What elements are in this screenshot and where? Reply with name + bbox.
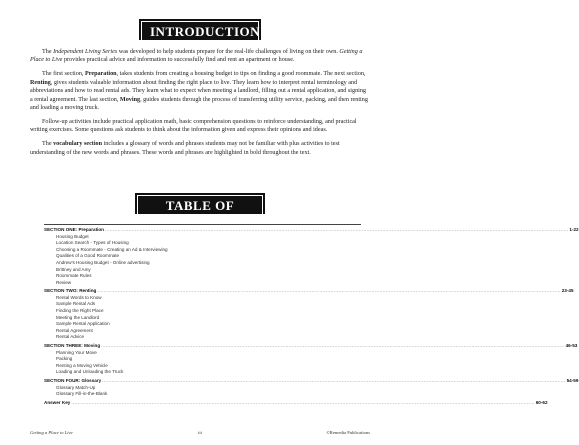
toc-item: Planning Your Move — [56, 349, 97, 355]
table-of-contents-heading: TABLE OF CONTENT — [137, 195, 263, 231]
toc-sections — [44, 227, 579, 406]
text-span: The — [42, 141, 54, 148]
keyword: Renting — [30, 79, 51, 86]
text-span: The — [42, 49, 54, 55]
toc-item: Meeting the Landlord — [56, 314, 100, 320]
toc-section — [44, 227, 579, 286]
toc-item: Packing — [56, 356, 73, 362]
toc-leader-dots: ...................................................................................................................................................................................................................................................................................................... — [101, 342, 565, 348]
toc-item: Renting a Moving Vehicle — [56, 362, 108, 368]
text-span: The first section, — [42, 71, 85, 78]
toc-item: Rental Advice — [56, 334, 85, 340]
footer-book-title: Getting a Place to Live — [30, 430, 73, 435]
text-span: , takes students from creating a housing budget to tips on finding a good roommate. The next section, — [116, 71, 366, 78]
toc-section — [44, 377, 579, 398]
toc-section-row — [44, 288, 574, 295]
table-of-contents-banner — [135, 193, 265, 228]
keyword: Moving — [119, 96, 141, 103]
toc-section-pages: 1-22 — [569, 227, 579, 233]
footer-copyright: ©Remedia Publications — [326, 430, 370, 435]
toc-item: Finding the Right Place — [56, 308, 104, 314]
toc-item: Choosing a Roommate - Creating an Ad & Interviewing — [56, 246, 168, 252]
toc-item: Sample Rental Ads — [56, 301, 96, 307]
table-of-contents — [44, 224, 579, 406]
toc-item: Rental Words to Know — [56, 294, 102, 300]
toc-section-row — [44, 399, 548, 407]
toc-section-title: SECTION FOUR: Glossary — [44, 377, 102, 383]
toc-section-pages: 54-59 — [566, 377, 579, 383]
introduction-heading: INTRODUCTION — [141, 21, 259, 42]
footer-page-number: iii — [198, 430, 202, 435]
toc-leader-dots: ...................................................................................................................................................................................................................................................................................................... — [102, 377, 566, 383]
toc-item: Glossary Fill-in-the-Blank — [56, 391, 108, 397]
toc-section-pages: 46-53 — [565, 342, 578, 348]
toc-leader-dots: ...................................................................................................................................................................................................................................................................................................... — [97, 288, 561, 294]
text-span: , gives students valuable information about finding the right place to live. They learn how to interpret rental terminology and abbreviations and how to read rental ads. They learn what to expect when meeting a landlord, filling out a rental application, and signing a rental agreement. The last section, — [30, 79, 366, 103]
book-title: Getting a Place to Live — [30, 49, 363, 64]
toc-item: Loading and Unloading the Truck — [56, 369, 124, 375]
introduction-text — [30, 48, 370, 163]
toc-section-title: SECTION THREE: Moving — [44, 342, 101, 348]
toc-item: Qualities of a Good Roommate — [56, 253, 120, 259]
toc-section-title: SECTION ONE: Preparation — [44, 227, 104, 233]
toc-section-row — [44, 342, 578, 350]
toc-section-row — [44, 227, 579, 234]
intro-paragraph-1 — [30, 48, 370, 65]
series-title: Independent Living Series — [53, 49, 118, 55]
toc-section-title: SECTION TWO: Renting — [44, 288, 97, 294]
keyword: vocabulary section — [53, 141, 103, 148]
text-span: , guides students through the process of transferring utility service, packing, and then renting and loading a moving truck. — [30, 96, 368, 112]
toc-section-pages: 60-62 — [535, 399, 548, 405]
toc-section — [44, 288, 574, 340]
toc-item: Review — [56, 279, 72, 285]
toc-section-pages: 23-45 — [561, 288, 574, 294]
text-span: includes a glossary of words and phrases students may not be familiar with plus activities to test understanding of the new words and phrases. These words and phrases are highlighted in bold throughout the text. — [30, 141, 340, 156]
toc-item: Brittney and Amy — [56, 266, 91, 272]
introduction-banner — [139, 19, 261, 40]
intro-paragraph-3: Follow-up activities include practical application math, basic comprehension questions to reinforce understanding, and practical writing exercises. Some questions ask students to think about the information given and express their opinions and ideas. — [30, 119, 357, 134]
toc-top-rule — [44, 224, 361, 225]
toc-item: Rental Agreement — [56, 327, 93, 333]
toc-leader-dots: ...................................................................................................................................................................................................................................................................................................... — [104, 227, 569, 233]
toc-section-title: Answer Key — [44, 399, 71, 405]
toc-item: Location Search - Types of Housing — [56, 240, 129, 246]
toc-item: Roommate Rules — [56, 273, 92, 279]
toc-section — [44, 342, 578, 376]
toc-leader-dots: ...................................................................................................................................................................................................................................................................................................... — [71, 399, 535, 405]
text-span: provides practical advice and information to successfully find and rent an apartment or house. — [62, 57, 295, 64]
toc-section-row — [44, 377, 579, 385]
keyword: Preparation — [84, 71, 117, 78]
intro-paragraph-2 — [30, 70, 370, 112]
toc-item: Sample Rental Application — [56, 321, 110, 327]
toc-item: Andrew's Housing Budget - Online advertising — [56, 259, 150, 265]
toc-item: Glossary Match-Up — [56, 384, 96, 390]
toc-item: Housing Budget — [56, 233, 89, 239]
text-span: was developed to help students prepare for the real-life challenges of living on their own. — [117, 49, 340, 55]
toc-section — [44, 399, 548, 407]
intro-paragraph-4 — [30, 140, 370, 157]
